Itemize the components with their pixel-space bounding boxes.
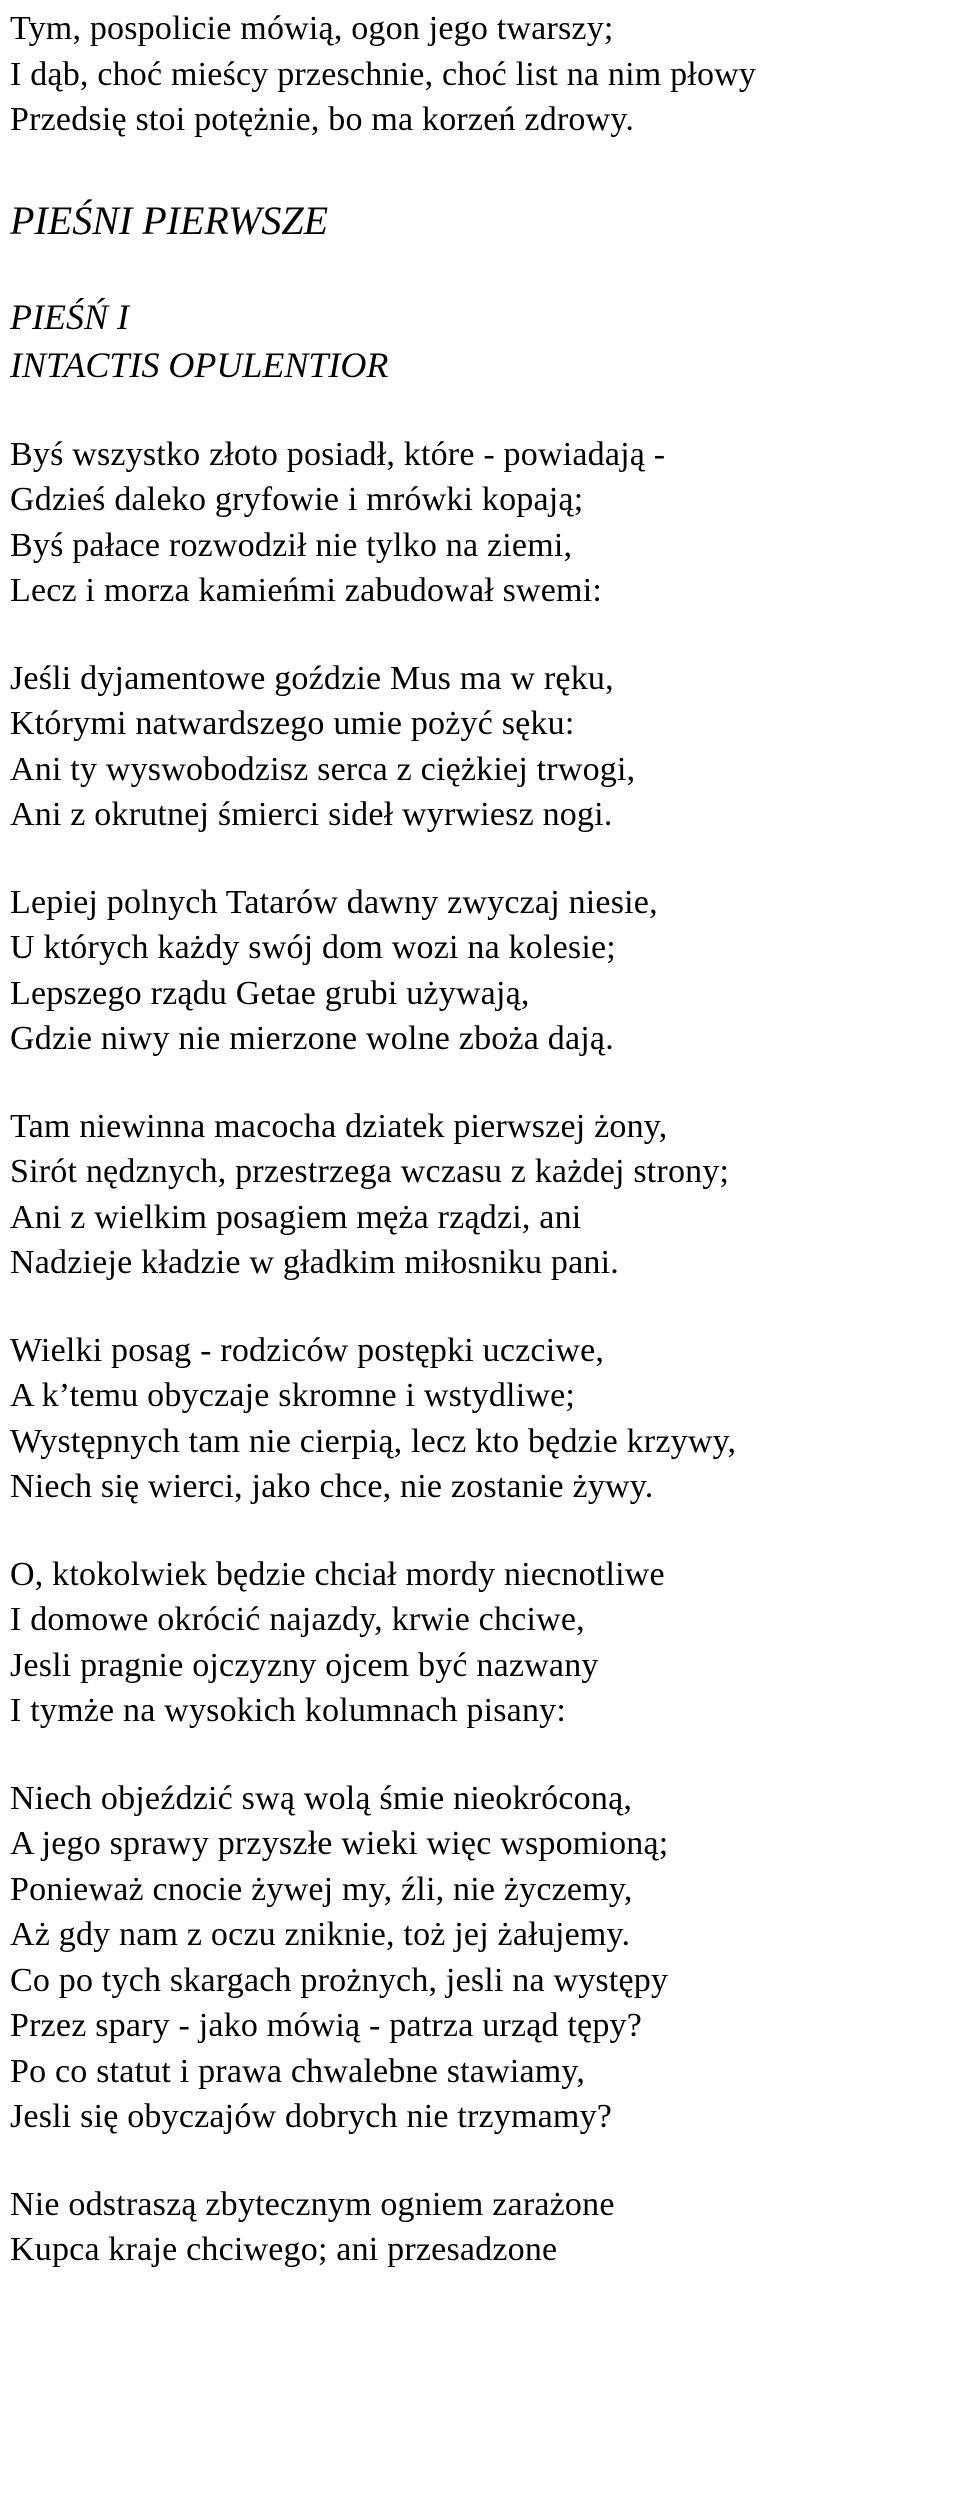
verse-line: Ani z wielkim posagiem męża rządzi, ani: [10, 1198, 582, 1236]
stanza-7: [10, 1776, 950, 2140]
stanza-5: [10, 1328, 950, 1510]
stanza-2: [10, 656, 950, 838]
verse-line: I domowe okrócić najazdy, krwie chciwe,: [10, 1601, 585, 1638]
verse-line: Aż gdy nam z oczu zniknie, toż jej żałujemy.: [10, 1916, 631, 1953]
verse-line: Przez spary - jako mówią - patrza urząd tępy?: [10, 2007, 643, 2044]
verse-line: Występnych tam nie cierpią, lecz kto będzie krzywy,: [10, 1422, 737, 1460]
intro-stanza: [10, 0, 950, 143]
intro-line-1: Tym, pospolicie mówią, ogon jego twarszy;: [10, 10, 614, 47]
verse-line: A k’temu obyczaje skromne i wstydliwe;: [10, 1377, 576, 1414]
verse-line: U których każdy swój dom wozi na kolesie;: [10, 929, 616, 966]
verse-line: Po co statut i prawa chwalebne stawiamy,: [10, 2052, 586, 2090]
verse-line: Ani ty wyswobodzisz serca z ciężkiej trwogi,: [10, 750, 636, 788]
verse-line: Co po tych skargach prożnych, jesli na występy: [10, 1961, 669, 1999]
verse-line: Nadzieje kładzie w gładkim miłosniku pani.: [10, 1244, 619, 1281]
stanza-6: [10, 1552, 950, 1734]
verse-line: Lepszego rządu Getae grubi używają,: [10, 974, 530, 1012]
verse-line: Byś pałace rozwodził nie tylko na ziemi,: [10, 526, 573, 564]
verse-line: Gdzieś daleko gryfowie i mrówki kopają;: [10, 481, 584, 518]
verse-line: Gdzie niwy nie mierzone wolne zboża dają.: [10, 1020, 614, 1057]
verse-line: A jego sprawy przyszłe wieki więc wspomioną;: [10, 1825, 669, 1862]
verse-line: O, ktokolwiek będzie chciał mordy niecnotliwe: [10, 1555, 665, 1593]
verse-line: Lecz i morza kamieńmi zabudował swemi:: [10, 572, 602, 609]
stanza-3: [10, 880, 950, 1062]
stanza-4: [10, 1104, 950, 1286]
verse-line: Niech się wierci, jako chce, nie zostanie żywy.: [10, 1468, 654, 1505]
verse-line: Którymi natwardszego umie pożyć sęku:: [10, 705, 575, 742]
intro-line-3: Przedsię stoi potężnie, bo ma korzeń zdrowy.: [10, 101, 635, 138]
verse-line: Jesli pragnie ojczyzny ojcem być nazwany: [10, 1646, 599, 1684]
intro-line-2: I dąb, choć mieścy przeschnie, choć list na nim płowy: [10, 55, 757, 93]
stanza-8: [10, 2182, 950, 2273]
verse-line: Ponieważ cnocie żywej my, źli, nie życzemy,: [10, 1870, 633, 1908]
verse-line: Niech objeździć swą wolą śmie nieokróconą,: [10, 1779, 633, 1817]
verse-line: Wielki posag - rodziców postępki uczciwe,: [10, 1331, 605, 1369]
song-number: PIEŚŃ I: [10, 296, 129, 337]
verse-line: Lepiej polnych Tatarów dawny zwyczaj niesie,: [10, 883, 658, 921]
verse-line: Ani z okrutnej śmierci sideł wyrwiesz nogi.: [10, 796, 613, 833]
song-title: INTACTIS OPULENTIOR: [10, 344, 389, 385]
verse-line: Tam niewinna macocha dziatek pierwszej żony,: [10, 1107, 668, 1145]
verse-line: Nie odstraszą zbytecznym ogniem zarażone: [10, 2185, 615, 2223]
section-title: PIEŚNI PIERWSZE: [10, 197, 329, 243]
stanza-1: [10, 432, 950, 614]
verse-line: Sirót nędznych, przestrzega wczasu z każdej strony;: [10, 1153, 730, 1190]
verse-line: Jesli się obyczajów dobrych nie trzymamy?: [10, 2098, 613, 2135]
document-page: [10, 0, 950, 2273]
verse-line: Byś wszystko złoto posiadł, które - powiadają -: [10, 435, 666, 473]
verse-line: Jeśli dyjamentowe goździe Mus ma w ręku,: [10, 659, 614, 697]
verse-line: Kupca kraje chciwego; ani przesadzone: [10, 2231, 558, 2268]
verse-line: I tymże na wysokich kolumnach pisany:: [10, 1692, 566, 1729]
